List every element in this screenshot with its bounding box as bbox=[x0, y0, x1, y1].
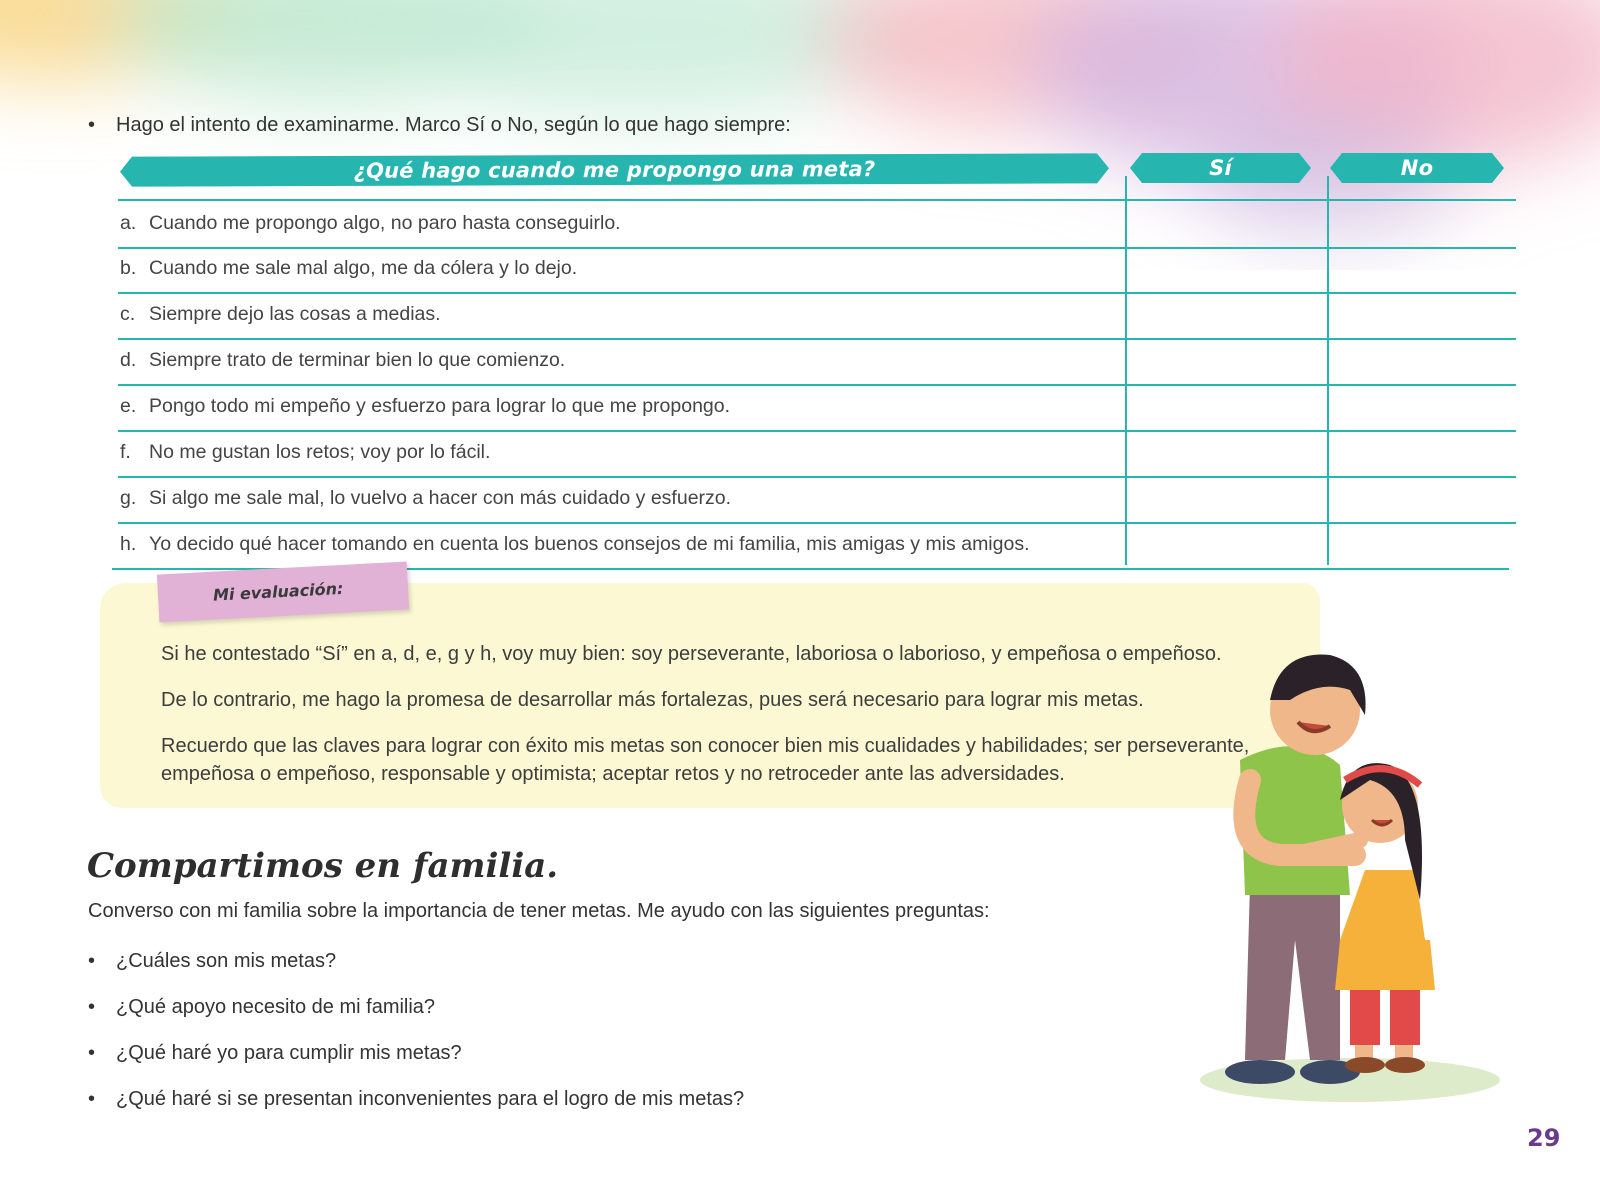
row-text: Yo decido qué hacer tomando en cuenta los buenos consejos de mi familia, mis amigas y mis amigos. bbox=[149, 533, 1030, 555]
row-letter: f. bbox=[120, 441, 131, 463]
row-text: Siempre dejo las cosas a medias. bbox=[149, 303, 441, 325]
table-header-question: ¿Qué hago cuando me propongo una meta? bbox=[132, 153, 1097, 186]
row-letter: b. bbox=[120, 257, 137, 279]
list-item bbox=[88, 996, 435, 1019]
row-letter: e. bbox=[120, 395, 137, 417]
bullet: • bbox=[88, 114, 96, 136]
row-text: Pongo todo mi empeño y esfuerzo para lograr lo que me propongo. bbox=[149, 395, 731, 417]
question-text: ¿Qué haré si se presentan inconvenientes para el logro de mis metas? bbox=[116, 1088, 745, 1110]
table-row bbox=[118, 199, 1516, 249]
list-item bbox=[88, 1088, 744, 1111]
row-text: Si algo me sale mal, lo vuelvo a hacer con más cuidado y esfuerzo. bbox=[149, 487, 732, 509]
bullet: • bbox=[88, 1042, 96, 1064]
evaluation-paragraph: Si he contestado “Sí” en a, d, e, g y h, voy muy bien: soy perseverante, laboriosa o laborioso, y empeñosa o empeñoso. bbox=[161, 643, 1222, 665]
list-item bbox=[88, 950, 336, 973]
question-text: ¿Qué haré yo para cumplir mis metas? bbox=[116, 1042, 462, 1064]
table-row bbox=[118, 476, 1516, 524]
row-text: No me gustan los retos; voy por lo fácil. bbox=[149, 441, 491, 463]
bullet: • bbox=[88, 1088, 96, 1110]
intro-text: Hago el intento de examinarme. Marco Sí o No, según lo que hago siempre: bbox=[116, 114, 791, 136]
table-row bbox=[118, 430, 1516, 478]
bullet: • bbox=[88, 950, 96, 972]
column-divider bbox=[1327, 176, 1329, 565]
row-text: Cuando me propongo algo, no paro hasta conseguirlo. bbox=[149, 212, 621, 234]
row-text: Cuando me sale mal algo, me da cólera y lo dejo. bbox=[149, 257, 578, 279]
table-row bbox=[118, 384, 1516, 432]
row-letter: g. bbox=[120, 487, 137, 509]
row-text: Siempre trato de terminar bien lo que comienzo. bbox=[149, 349, 566, 371]
evaluation-paragraph: Recuerdo que las claves para lograr con éxito mis metas son conocer bien mis cualidades y habilidades; ser perseverante, empeñosa o empeñoso, responsable y optimista; aceptar retos y no retroceder ante las adversidades. bbox=[161, 735, 1250, 785]
row-letter: h. bbox=[120, 533, 137, 555]
row-letter: d. bbox=[120, 349, 137, 371]
row-letter: c. bbox=[120, 303, 136, 325]
page-number: 29 bbox=[1527, 1124, 1561, 1152]
row-letter: a. bbox=[120, 212, 137, 234]
father-daughter-illustration bbox=[1190, 640, 1510, 1110]
table-row bbox=[118, 338, 1516, 386]
question-text: ¿Qué apoyo necesito de mi familia? bbox=[116, 996, 436, 1018]
column-divider bbox=[1125, 176, 1127, 565]
list-item bbox=[88, 1042, 462, 1065]
table-header-yes: Sí bbox=[1142, 153, 1299, 183]
table-row bbox=[118, 246, 1516, 294]
table-header-no: No bbox=[1342, 153, 1492, 183]
evaluation-tag-label: Mi evaluación: bbox=[212, 578, 344, 605]
evaluation-paragraph: De lo contrario, me hago la promesa de desarrollar más fortalezas, pues será necesario para lograr mis metas. bbox=[161, 689, 1144, 711]
table-row bbox=[112, 522, 1509, 570]
question-text: ¿Cuáles son mis metas? bbox=[116, 950, 337, 972]
section-intro: Converso con mi familia sobre la importancia de tener metas. Me ayudo con las siguientes preguntas: bbox=[88, 900, 990, 922]
section-heading: Compartimos en familia. bbox=[87, 846, 559, 886]
table-row bbox=[118, 292, 1516, 340]
bullet: • bbox=[88, 996, 96, 1018]
